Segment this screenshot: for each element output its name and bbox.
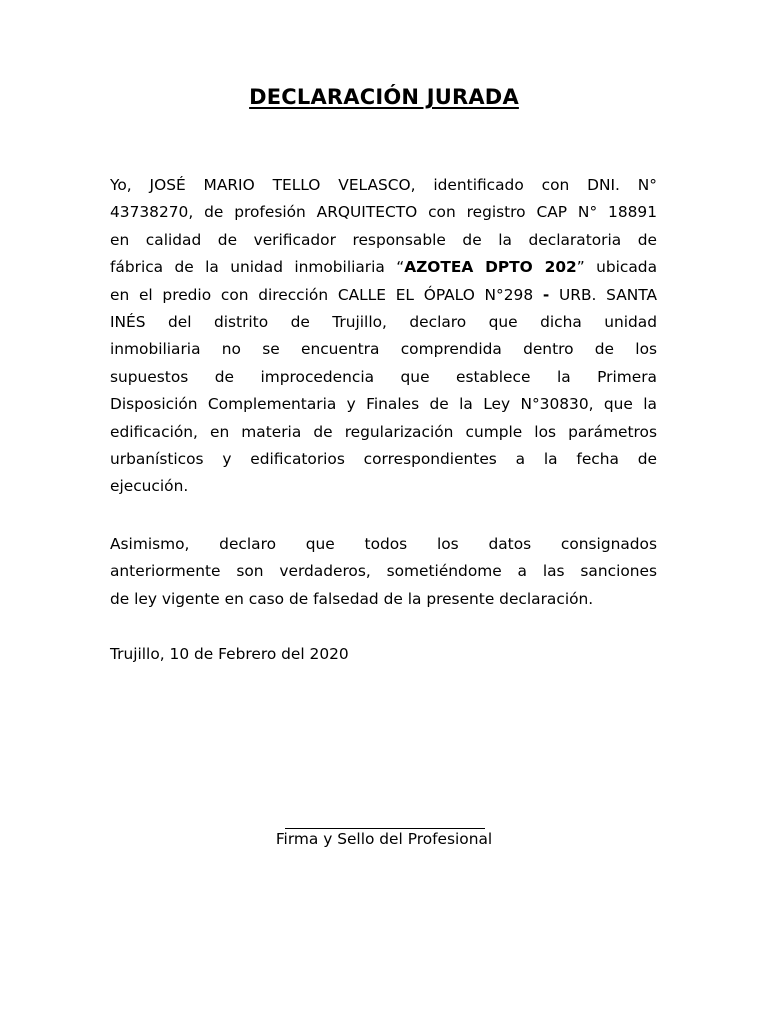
unit-name: AZOTEA DPTO 202 [404, 258, 577, 277]
address-text: en el predio con dirección CALLE EL ÓPALO N°298 [110, 285, 534, 304]
place-date [110, 641, 657, 668]
address-dash: - [542, 285, 550, 304]
paragraph-line: Disposición Complementaria y Finales de la Ley N°30830, que la [110, 395, 657, 414]
paragraph-line: de ley vigente en caso de falsedad de la presente declaración. [110, 589, 594, 608]
place-date-text: Trujillo, 10 de Febrero del 2020 [110, 645, 349, 663]
paragraph-line: inmobiliaria no se encuentra comprendida dentro de los [110, 340, 657, 359]
line-suffix: ” ubicada [576, 258, 657, 277]
paragraph-line: supuestos de improcedencia que establece la Primera [110, 367, 657, 386]
paragraph-line-address [110, 282, 657, 309]
paragraph-line: urbanísticos y edificatorios correspondientes a la fecha de [110, 450, 657, 469]
paragraph-line: ejecución. [110, 477, 189, 496]
signature-label: Firma y Sello del Profesional [275, 830, 493, 848]
address-urb: URB. SANTA [559, 285, 657, 304]
paragraph-line: anteriormente son verdaderos, sometiéndome a las sanciones [110, 562, 657, 581]
paragraph-line: edificación, en materia de regularización cumple los parámetros [110, 422, 657, 441]
line-prefix: fábrica de la unidad inmobiliaria “ [110, 258, 405, 277]
declaration-paragraph [110, 172, 657, 501]
paragraph-line: Yo, JOSÉ MARIO TELLO VELASCO, identificado con DNI. N° [110, 176, 657, 194]
paragraph-line: 43738270, de profesión ARQUITECTO con registro CAP N° 18891 [110, 203, 657, 222]
paragraph-line: Asimismo, declaro que todos los datos consignados [110, 535, 657, 553]
paragraph-line: INÉS del distrito de Trujillo, declaro que dicha unidad [110, 313, 657, 332]
document-title: DECLARACIÓN JURADA [249, 85, 519, 109]
paragraph-line: en calidad de verificador responsable de la declaratoria de [110, 230, 657, 249]
affirmation-paragraph [110, 531, 657, 613]
paragraph-line-unit [110, 254, 657, 281]
